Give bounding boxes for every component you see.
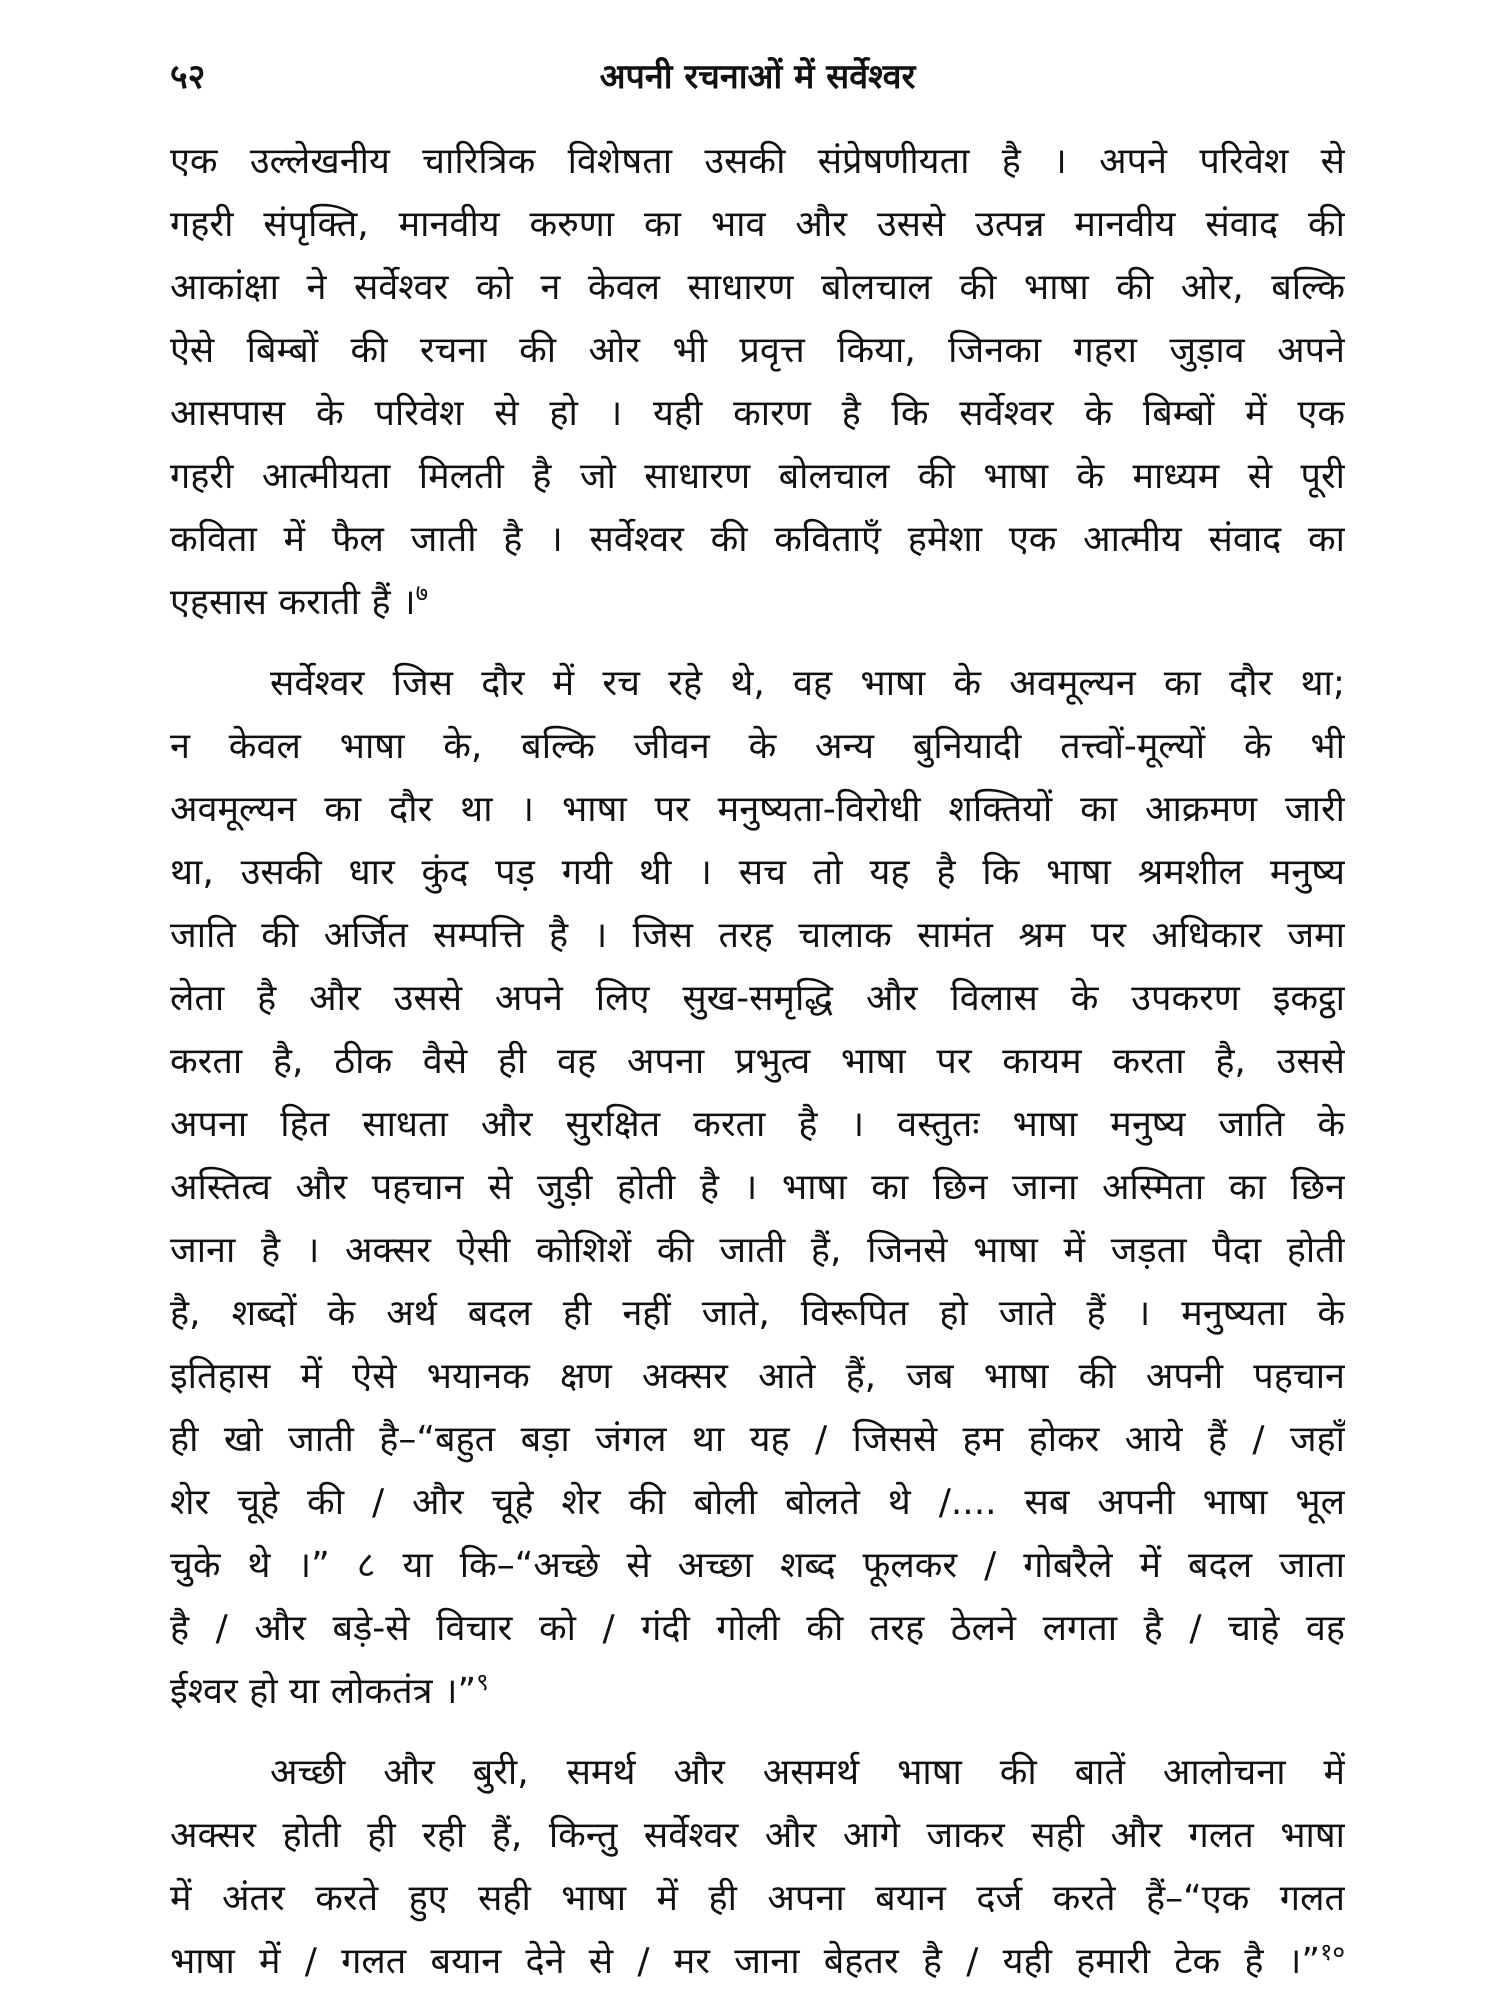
text-line: एक उल्लेखनीय चारित्रिक विशेषता उसकी संप्रेषणीयता है । अपने परिवेश से — [170, 141, 1345, 182]
text-line: आसपास के परिवेश से हो । यही कारण है कि सर्वेश्वर के बिम्बों में एक — [170, 393, 1345, 434]
text-line: जाना है । अक्सर ऐसी कोशिशें की जाती हैं, जिनसे भाषा में जड़ता पैदा होती — [170, 1230, 1345, 1271]
text-line: अक्सर होती ही रही हैं, किन्तु सर्वेश्वर और आगे जाकर सही और गलत भाषा — [170, 1815, 1345, 1856]
footnote-ref: ९ — [476, 1668, 489, 1696]
text-line: करता है, ठीक वैसे ही वह अपना प्रभुत्व भाषा पर कायम करता है, उससे — [170, 1041, 1345, 1082]
page-number: ५२ — [170, 57, 206, 97]
book-page — [170, 48, 1345, 1982]
text-line: था, उसकी धार कुंद पड़ गयी थी । सच तो यह है कि भाषा श्रमशील मनुष्य — [170, 852, 1345, 893]
text-line: अपना हित साधता और सुरक्षित करता है । वस्तुतः भाषा मनुष्य जाति के — [170, 1104, 1345, 1145]
footnote-ref: १० — [1320, 1938, 1345, 1966]
text-line: है, शब्दों के अर्थ बदल ही नहीं जाते, विरूपित हो जाते हैं । मनुष्यता के — [170, 1293, 1345, 1334]
text-line: एहसास कराती हैं ।$^७$ — [170, 579, 429, 623]
text-line: भाषा में / गलत बयान देने से / मर जाना बेहतर है / यही हमारी टेक है ।”$^{१०}$ — [170, 1938, 1345, 1982]
text-line: लेता है और उससे अपने लिए सुख-समृद्धि और विलास के उपकरण इकट्ठा — [170, 978, 1345, 1019]
text-line: शेर चूहे की / और चूहे शेर की बोली बोलते थे /.... सब अपनी भाषा भूल — [170, 1482, 1345, 1523]
paragraph-1 — [170, 130, 1345, 634]
text-line: अस्तित्व और पहचान से जुड़ी होती है । भाषा का छिन जाना अस्मिता का छिन — [170, 1167, 1345, 1208]
text-line: गहरी संपृक्ति, मानवीय करुणा का भाव और उससे उत्पन्न मानवीय संवाद की — [170, 204, 1345, 245]
text-line: ही खो जाती है–“बहुत बड़ा जंगल था यह / जिससे हम होकर आये हैं / जहाँ — [170, 1419, 1345, 1460]
text-line: में अंतर करते हुए सही भाषा में ही अपना बयान दर्ज करते हैं–“एक गलत — [170, 1878, 1345, 1919]
running-title: अपनी रचनाओं में सर्वेश्वर — [599, 57, 916, 97]
footnote-ref: ७ — [415, 579, 429, 607]
text-line: अच्छी और बुरी, समर्थ और असमर्थ भाषा की बातें आलोचना में — [270, 1752, 1345, 1793]
text-line: ऐसे बिम्बों की रचना की ओर भी प्रवृत्त किया, जिनका गहरा जुड़ाव अपने — [170, 330, 1345, 371]
text-line: न केवल भाषा के, बल्कि जीवन के अन्य बुनियादी तत्त्वों-मूल्यों के भी — [170, 726, 1345, 767]
text-line: सर्वेश्वर जिस दौर में रच रहे थे, वह भाषा के अवमूल्यन का दौर था; — [270, 663, 1345, 704]
text-line: इतिहास में ऐसे भयानक क्षण अक्सर आते हैं, जब भाषा की अपनी पहचान — [170, 1356, 1345, 1397]
paragraph-2 — [170, 652, 1345, 1723]
text-line: है / और बड़े-से विचार को / गंदी गोली की तरह ठेलने लगता है / चाहे वह — [170, 1608, 1345, 1649]
text-line: गहरी आत्मीयता मिलती है जो साधारण बोलचाल की भाषा के माध्यम से पूरी — [170, 456, 1345, 497]
paragraph-3 — [170, 1741, 1345, 1993]
text-line: ईश्वर हो या लोकतंत्र ।”$^९$ — [170, 1668, 489, 1712]
text-line: जाति की अर्जित सम्पत्ति है । जिस तरह चालाक सामंत श्रम पर अधिकार जमा — [170, 915, 1345, 956]
text-line: कविता में फैल जाती है । सर्वेश्वर की कविताएँ हमेशा एक आत्मीय संवाद का — [170, 519, 1345, 560]
running-header — [170, 48, 1345, 108]
text-line: चुके थे ।” ८ या कि–“अच्छे से अच्छा शब्द फूलकर / गोबरैले में बदल जाता — [170, 1545, 1345, 1586]
text-line: अवमूल्यन का दौर था । भाषा पर मनुष्यता-विरोधी शक्तियों का आक्रमण जारी — [170, 789, 1345, 830]
text-line: आकांक्षा ने सर्वेश्वर को न केवल साधारण बोलचाल की भाषा की ओर, बल्कि — [170, 267, 1345, 308]
